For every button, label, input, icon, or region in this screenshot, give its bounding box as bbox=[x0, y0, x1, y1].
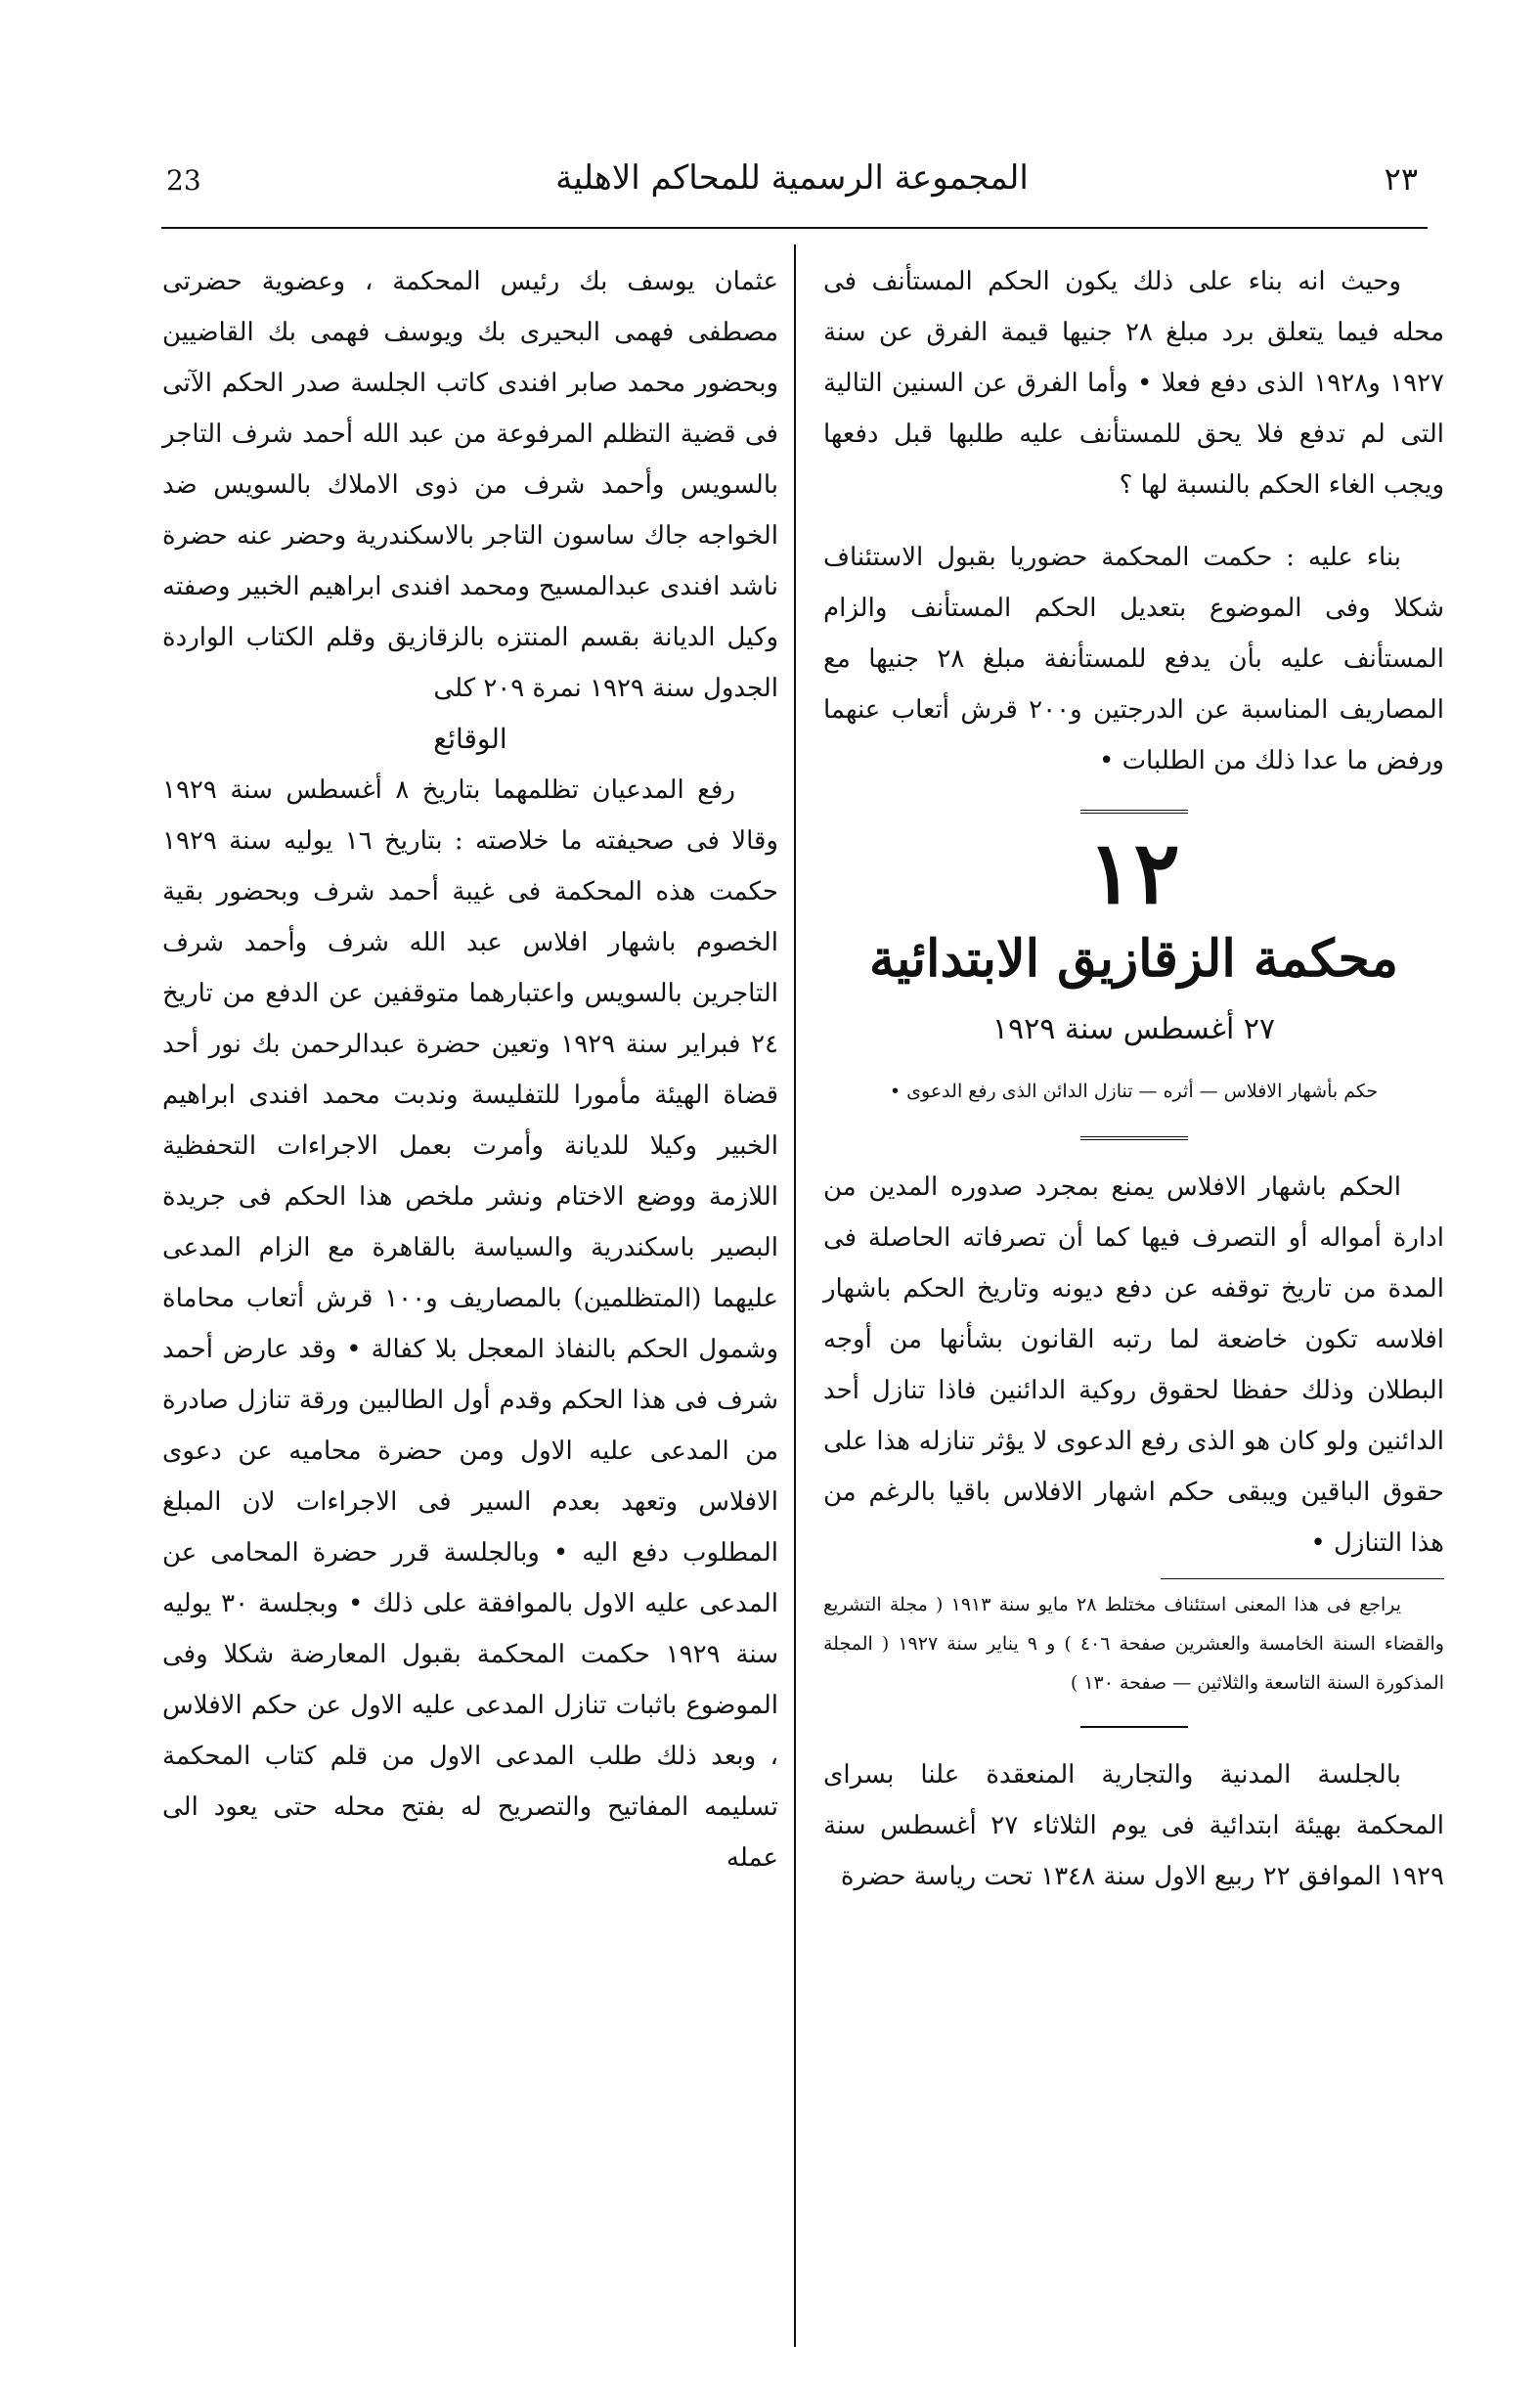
legal-principle: الحكم باشهار الافلاس يمنع بمجرد صدوره المدين من ادارة أمواله أو التصرف فيها كما أن تصرفاته الحاصلة فى المدة من تاريخ توقفه عن دفع ديونه وتاريخ الحكم باشهار افلاسه تكون خاضعة لما رتبه القانون بشأنها من أوجه البطلان وذلك حفظا لحقوق روكية الدائنين فاذا تنازل أحد الدائنين ولو كان هو الذى رفع الدعوى لا يؤثر تنازله هذا على حقوق الباقين ويبقى حكم اشهار الافلاس باقيا بالرغم من هذا التنازل • bbox=[823, 1172, 1444, 1558]
headnote: حكم بأشهار الافلاس — أثره — تنازل الدائن الذى رفع الدعوى • bbox=[889, 1081, 1379, 1102]
court-name: محكمة الزقازيق الابتدائية bbox=[869, 929, 1398, 989]
page-header bbox=[156, 156, 1428, 215]
page-number-latin: 23 bbox=[166, 164, 201, 197]
running-title: المجموعة الرسمية للمحاكم الاهلية bbox=[555, 158, 1029, 198]
footnote: يراجع فى هذا المعنى استئناف مختلط ٢٨ مايو سنة ١٩١٣ ( مجلة التشريع والقضاء السنة الخامسة والعشرين صفحة ٤٠٦ ) و ٩ يناير سنة ١٩٢٧ ( المجلة المذكورة السنة التاسعة والثلاثين — صفحة ١٣٠ ) bbox=[823, 1594, 1444, 1694]
header-rule bbox=[161, 227, 1428, 229]
judgment-date: ٢٧ أغسطس سنة ١٩٢٩ bbox=[991, 1012, 1276, 1046]
ruling-paragraph: وحيث انه بناء على ذلك يكون الحكم المستأنف فى محله فيما يتعلق برد مبلغ ٢٨ جنيها قيمة الفرق عن سنة ١٩٢٧ و١٩٢٨ الذى دفع فعلا • وأما الفرق عن السنين التالية التى لم تدفع فلا يحق للمستأنف عليه طلبها قبل دفعها ويجب الغاء الحكم بالنسبة لها ؟ bbox=[823, 267, 1444, 500]
case-number: ١٢ bbox=[1087, 821, 1180, 923]
facts-heading: الوقائع bbox=[433, 723, 507, 755]
facts-paragraph: رفع المدعيان تظلمهما بتاريخ ٨ أغسطس سنة ١٩٢٩ وقالا فى صحيفته ما خلاصته : بتاريخ ١٦ يوليه سنة ١٩٢٩ حكمت هذه المحكمة فى غيبة أحمد شرف وبحضور بقية الخصوم باشهار افلاس عبد الله شرف وأحمد شرف التاجرين بالسويس واعتبارهما متوقفين عن الدفع من تاريخ ٢٤ فبراير سنة ١٩٢٩ وتعين حضرة عبدالرحمن بك نور أحد قضاة الهيئة مأمورا للتفليسة وندبت محمد افندى ابراهيم الخبير وكيلا للديانة وأمرت بعمل الاجراءات التحفظية اللازمة ووضع الاختام ونشر ملخص هذا الحكم فى جريدة البصير باسكندرية والسياسة بالقاهرة مع الزام المدعى عليهما (المتظلمين) بالمصاريف و١٠٠ قرش أتعاب محاماة وشمول الحكم بالنفاذ المعجل بلا كفالة • وقد عارض أحمد شرف فى هذا الحكم وقدم أول الطالبين ورقة تنازل صادرة من المدعى عليه الاول ومن حضرة محاميه عن دعوى الافلاس وتعهد بعدم السير فى الاجراءات لان المبلغ المطلوب دفع اليه • وبالجلسة قرر حضرة المحامى عن المدعى عليه الاول بالموافقة على ذلك • وبجلسة ٣٠ يوليه سنة ١٩٢٩ حكمت المحكمة بقبول المعارضة شكلا وفى الموضوع باثبات تنازل المدعى عليه الاول عن حكم الافلاس ، وبعد ذلك طلب المدعى الاول من قلم كتاب المحكمة تسليمه المفاتيح والتصريح له بفتح محله حتى يعود الى عمله bbox=[162, 775, 779, 1873]
section-divider bbox=[1080, 810, 1188, 814]
bench-paragraph: عثمان يوسف بك رئيس المحكمة ، وعضوية حضرتى مصطفى فهمى البحيرى بك ويوسف فهمى بك القاضيين وبحضور محمد صابر افندى كاتب الجلسة صدر الحكم الآتى فى قضية التظلم المرفوعة من عبد الله أحمد شرف التاجر بالسويس وأحمد شرف من ذوى الاملاك بالسويس ضد الخواجه جاك ساسون التاجر بالاسكندرية وحضر عنه حضرة ناشد افندى عبدالمسيح ومحمد افندى ابراهيم الخبير وصفته وكيل الديانة بقسم المنتزه بالزقازيق وقلم الكتاب الواردة الجدول سنة ١٩٢٩ نمرة ٢٠٩ كلى bbox=[162, 267, 778, 703]
right-column bbox=[823, 256, 1444, 1902]
column-divider bbox=[794, 244, 796, 2347]
session-paragraph: بالجلسة المدنية والتجارية المنعقدة علنا بسراى المحكمة بهيئة ابتدائية فى يوم الثلاثاء ٢٧ أغسطس سنة ١٩٢٩ الموافق ٢٢ ربيع الاول سنة ١٣٤٨ تحت رياسة حضرة bbox=[823, 1760, 1445, 1891]
footnote-rule bbox=[1161, 1578, 1444, 1579]
verdict-paragraph: بناء عليه : حكمت المحكمة حضوريا بقبول الاستئناف شكلا وفى الموضوع بتعديل الحكم المستأنف والزام المستأنف عليه بأن يدفع للمستأنفة مبلغ ٢٨ جنيها مع المصاريف المناسبة عن الدرجتين و٢٠٠ قرش أتعاب عنهما ورفض ما عدا ذلك من الطلبات • bbox=[823, 543, 1444, 775]
left-column bbox=[162, 256, 778, 1883]
page-number-arabic: ٢٣ bbox=[1384, 160, 1418, 198]
